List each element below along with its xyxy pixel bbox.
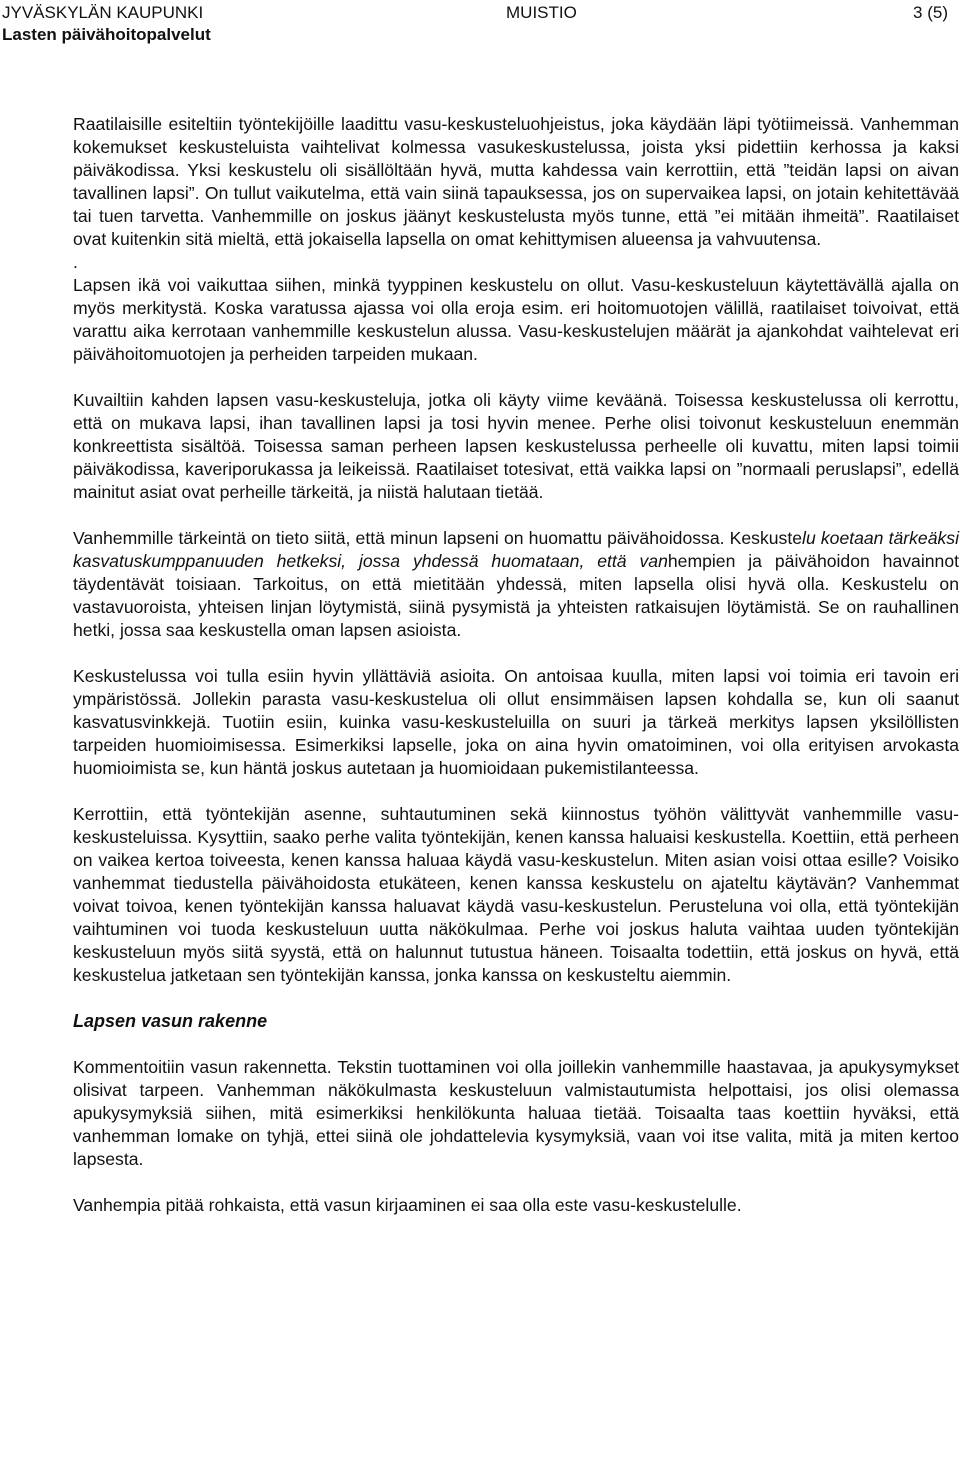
document-type: MUISTIO <box>506 3 577 22</box>
page-number: 3 (5) <box>913 3 948 22</box>
paragraph-3: Kuvailtiin kahden lapsen vasu-keskusteluja, jotka oli käyty viime keväänä. Toisessa keskustelussa oli kerrottu, että on mukava lapsi, ihan tavallinen lapsi ja tosi hyvin menee. Perhe olisi toivonut keskusteluun enemmän konkreettista sisältöä. Toisessa saman perheen lapsen keskustelussa perheelle oli kuvattu, miten lapsi toimii päiväkodissa, kaveriporukassa ja leikeissä. Raatilaiset totesivat, että vaikka lapsi on ”normaali peruslapsi”, edellä mainitut asiat ovat perheille tärkeitä, ja niistä halutaan tietää. <box>73 390 959 502</box>
stray-period: . <box>73 252 78 272</box>
memo-body <box>73 113 959 1240</box>
paragraph-5: Keskustelussa voi tulla esiin hyvin yllättäviä asioita. On antoisaa kuulla, miten lapsi voi toimia eri tavoin eri ympäristössä. Jollekin parasta vasu-keskustelua oli ollut ensimmäisen lapsen kohdalla se, kun oli saanut kasvatusvinkkejä. Tuotiin esiin, kuinka vasu-keskusteluilla on suuri ja tärkeä merkitys lapsen yksilöllisten tarpeiden huomioimisessa. Esimerkiksi lapselle, joka on aina hyvin omatoiminen, voi olla erityisen arvokasta huomioimista se, kun häntä joskus autetaan ja huomioidaan pukemistilanteessa. <box>73 666 959 778</box>
organization-name: JYVÄSKYLÄN KAUPUNKI <box>2 3 204 22</box>
section-heading: Lapsen vasun rakenne <box>73 1011 268 1031</box>
page-header <box>0 2 960 46</box>
paragraph-6: Kerrottiin, että työntekijän asenne, suhtautuminen sekä kiinnostus työhön välittyvät vanhemmille vasu-keskusteluissa. Kysyttiin, saako perhe valita työntekijän, kenen kanssa haluaisi keskustella. Koettiin, että perheen on vaikea kertoa toiveesta, kenen kanssa haluaa käydä vasu-keskustelun. Miten asian voisi ottaa esille? Voisiko vanhemmat tiedustella päivähoidosta etukäteen, kenen kanssa keskustelu on ajateltu käytävän? Vanhemmat voivat toivoa, kenen työntekijän kanssa haluavat käydä vasu-keskustelun. Perusteluna voi olla, että työntekijän vaihtuminen voi tuoda keskusteluun uutta näkökulmaa. Perhe voi joskus haluta vaihtaa uuden työntekijän keskusteluun myös siitä syystä, että on halunnut tutustua häneen. Toisaalta todettiin, että joskus on hyvä, että keskustelua jatketaan sen työntekijän kanssa, jonka kanssa on keskusteltu aiemmin. <box>73 804 959 985</box>
paragraph-4-start: Vanhemmille tärkeintä on tieto siitä, että minun lapseni on huomattu päivähoidossa. Keskuste <box>73 528 803 548</box>
paragraph-4-italic: lu koetaan tärkeäksi kasvatuskumppanuuden hetkeksi, jossa yhdessä huomataan, että van <box>73 528 960 571</box>
paragraph-1: Raatilaisille esiteltiin työntekijöille laadittu vasu-keskusteluohjeistus, joka käydään läpi työtiimeissä. Vanhemman kokemukset keskusteluista vaihtelivat kolmessa vasukeskustelussa, joista yksi pidettiin kerhossa ja kaksi päiväkodissa. Yksi keskustelu oli sisällöltään hyvä, mutta kahdessa vain kerrottiin, että ”teidän lapsi on aivan tavallinen lapsi”. On tullut vaikutelma, että vain siinä tapauksessa, jos on supervaikea lapsi, on jotain kehitettävää tai tuen tarvetta. Vanhemmille on joskus jäänyt keskustelusta myös tunne, että ”ei mitään ihmeitä”. Raatilaiset ovat kuitenkin sitä mieltä, että jokaisella lapsella on omat kehittymisen alueensa ja vahvuutensa. <box>73 114 959 249</box>
department-name: Lasten päivähoitopalvelut <box>2 25 211 44</box>
paragraph-4 <box>73 527 959 642</box>
paragraph-7: Kommentoitiin vasun rakennetta. Tekstin tuottaminen voi olla joillekin vanhemmille haastavaa, ja apukysymykset olisivat tarpeen. Vanhemman näkökulmasta keskusteluun valmistautumista helpottaisi, jos olisi olemassa apukysymyksiä siihen, mitä esimerkiksi henkilökunta haluaa tietää. Toisaalta taas koettiin hyväksi, että vanhemman lomake on tyhjä, ettei siinä ole johdattelevia kysymyksiä, vaan voi itse valita, mitä ja miten kertoo lapsesta. <box>73 1057 959 1169</box>
paragraph-4-end: hempien ja päivähoidon havainnot täydentävät toisiaan. Tarkoitus, on että mietitään yhdessä, miten lapsella olisi hyvä olla. Keskustelu on vastavuoroista, yhteisen linjan löytymistä, siinä pysymistä ja yhteisten ratkaisujen löytämistä. Se on rauhallinen hetki, jossa saa keskustella oman lapsen asioista. <box>73 551 959 640</box>
paragraph-2: Lapsen ikä voi vaikuttaa siihen, minkä tyyppinen keskustelu on ollut. Vasu-keskusteluun käytettävällä ajalla on myös merkitystä. Koska varatussa ajassa voi olla eroja esim. eri hoitomuotojen välillä, raatilaiset toivoivat, että varattu aika kerrotaan vanhemmille keskustelun alussa. Vasu-keskustelujen määrät ja ajankohdat vaihtelevat eri päivähoitomuotojen ja perheiden tarpeiden mukaan. <box>73 275 959 364</box>
paragraph-8: Vanhempia pitää rohkaista, että vasun kirjaaminen ei saa olla este vasu-keskustelulle. <box>73 1195 742 1215</box>
organization-block <box>2 2 211 46</box>
